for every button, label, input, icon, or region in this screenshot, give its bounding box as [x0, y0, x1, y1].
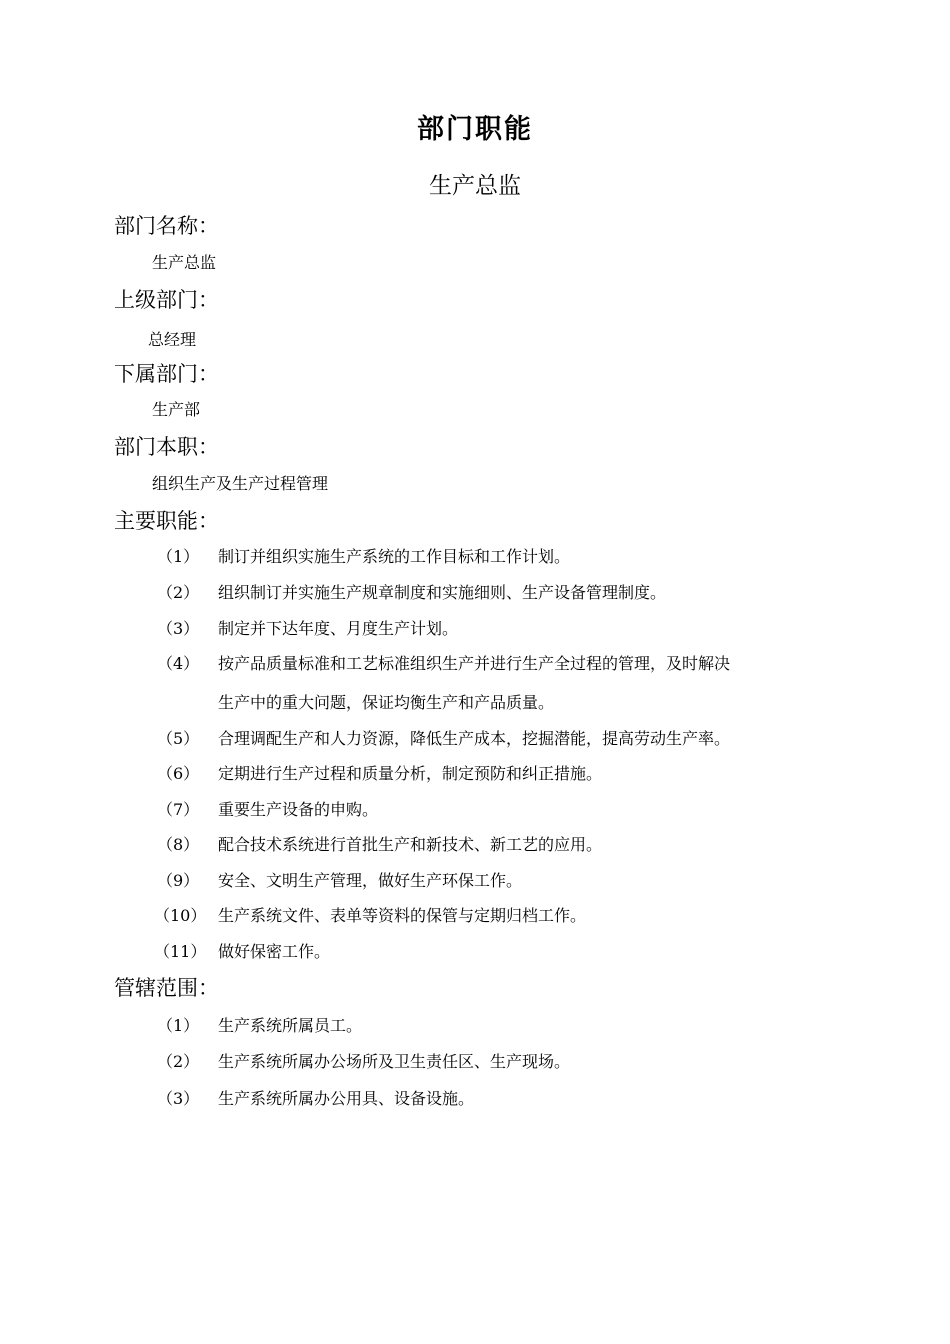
list-item-number: （9） [157, 871, 200, 890]
main-functions-heading: 主要职能： [114, 509, 219, 533]
superior-dept-value: 总经理 [148, 330, 197, 349]
list-item: 按产品质量标准和工艺标准组织生产并进行生产全过程的管理，及时解决 [218, 654, 731, 673]
list-item: 生产系统文件、表单等资料的保管与定期归档工作。 [218, 906, 587, 925]
list-item-number: （2） [157, 1052, 200, 1071]
list-item: 重要生产设备的申购。 [218, 800, 379, 819]
list-item-number: （11） [154, 942, 207, 961]
list-item: 生产系统所属办公场所及卫生责任区、生产现场。 [218, 1052, 571, 1071]
list-item-number: （4） [157, 654, 200, 673]
list-item-number: （3） [157, 1089, 200, 1108]
list-item-number: （2） [157, 583, 200, 602]
list-item-continuation: 生产中的重大问题，保证均衡生产和产品质量。 [218, 693, 555, 712]
page-title: 部门职能 [417, 114, 533, 145]
dept-duty-heading: 部门本职： [114, 435, 219, 459]
list-item-number: （3） [157, 619, 200, 638]
list-item-number: （7） [157, 800, 200, 819]
list-item-number: （10） [154, 906, 207, 925]
subordinate-dept-heading: 下属部门： [114, 362, 219, 386]
dept-name-value: 生产总监 [152, 253, 217, 272]
list-item: 安全、文明生产管理，做好生产环保工作。 [218, 871, 523, 890]
list-item: 合理调配生产和人力资源，降低生产成本，挖掘潜能，提高劳动生产率。 [218, 729, 731, 748]
scope-heading: 管辖范围： [114, 976, 219, 1000]
list-item: 生产系统所属员工。 [218, 1016, 363, 1035]
list-item-number: （8） [157, 835, 200, 854]
list-item-number: （1） [157, 1016, 200, 1035]
list-item: 组织制订并实施生产规章制度和实施细则、生产设备管理制度。 [218, 583, 667, 602]
superior-dept-heading: 上级部门： [114, 288, 219, 312]
list-item: 定期进行生产过程和质量分析，制定预防和纠正措施。 [218, 764, 603, 783]
list-item-number: （6） [157, 764, 200, 783]
list-item-number: （1） [157, 547, 200, 566]
subordinate-dept-value: 生产部 [152, 400, 201, 419]
list-item: 配合技术系统进行首批生产和新技术、新工艺的应用。 [218, 835, 603, 854]
list-item-number: （5） [157, 729, 200, 748]
page-subtitle: 生产总监 [429, 173, 521, 199]
list-item: 生产系统所属办公用具、设备设施。 [218, 1089, 475, 1108]
list-item: 制定并下达年度、月度生产计划。 [218, 619, 459, 638]
list-item: 做好保密工作。 [218, 942, 331, 961]
list-item: 制订并组织实施生产系统的工作目标和工作计划。 [218, 547, 571, 566]
dept-name-heading: 部门名称： [114, 214, 219, 238]
dept-duty-value: 组织生产及生产过程管理 [152, 474, 329, 493]
